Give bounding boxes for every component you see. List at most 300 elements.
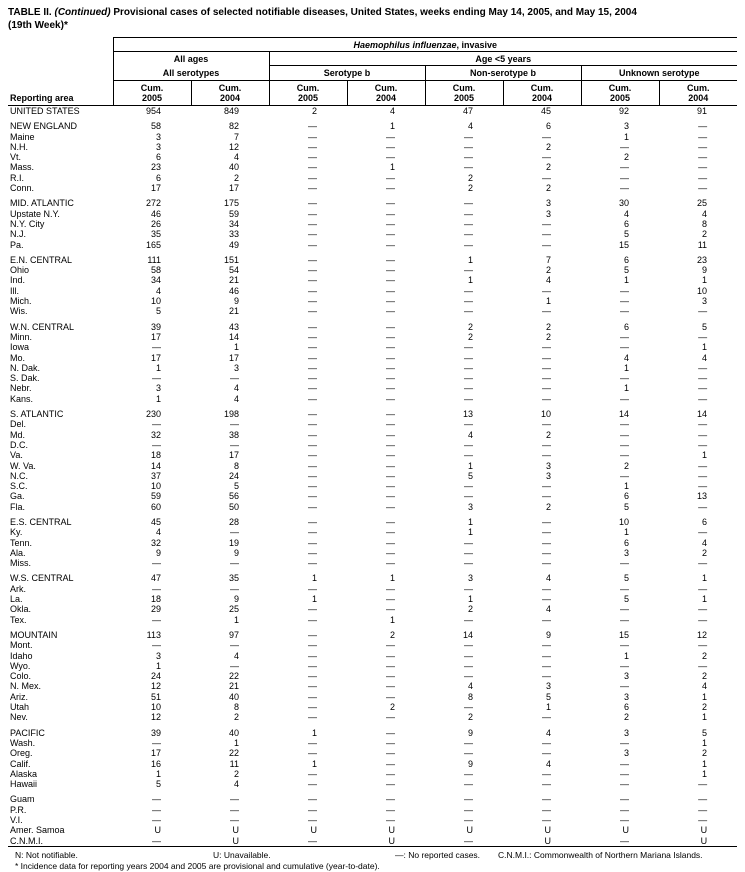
value-cell: 13 [697,491,708,502]
value-cell: — [620,393,629,404]
value-cell: 2 [702,702,708,713]
value-cell: — [308,218,317,229]
table-row [8,461,737,471]
table-row [8,738,737,748]
value-cell: 33 [228,229,239,240]
value-cell: — [620,558,629,569]
table-label: TABLE II. [8,7,52,18]
value-cell: 1 [702,737,708,748]
value-cell: — [464,373,473,384]
value-cell: — [308,321,317,332]
reporting-area-cell: Maine [10,131,35,142]
value-cell: — [698,439,708,450]
value-cell: — [308,671,317,682]
value-cell: — [464,229,473,240]
table-row [8,527,737,537]
value-cell: — [386,239,395,250]
value-cell: 1 [389,614,395,625]
value-cell: — [464,198,473,209]
disease-name: Haemophilus influenzae [353,39,457,50]
table-row [8,769,737,779]
value-cell: 58 [150,121,161,132]
value-cell: — [308,296,317,307]
value-cell: — [308,429,317,440]
value-cell: — [308,198,317,209]
value-cell: — [542,306,551,317]
value-cell: 17 [228,450,239,461]
table-row [8,568,737,583]
value-cell: — [308,481,317,492]
value-cell: — [620,660,629,671]
reporting-area-cell: Del. [10,419,27,430]
table-row [8,604,737,614]
value-cell: — [542,547,551,558]
table-row [8,712,737,722]
value-cell: 12 [150,712,161,723]
value-cell: 35 [228,573,239,584]
value-cell: — [308,183,317,194]
value-cell: — [542,373,551,384]
value-cell: 2 [623,152,629,163]
value-cell: 14 [462,629,473,640]
reporting-area-cell: Amer. Samoa [10,825,65,836]
table-row [8,383,737,393]
value-cell: 51 [150,691,161,702]
serotype-header-row [8,66,737,81]
table-row [8,342,737,352]
reporting-area-cell: Miss. [10,558,31,569]
value-cell: 9 [467,727,473,738]
reporting-area-cell: MID. ATLANTIC [10,198,74,209]
reporting-area-cell: Fla. [10,501,26,512]
value-cell: — [464,218,473,229]
value-cell: 18 [150,450,161,461]
value-cell: 17 [150,183,161,194]
value-cell: 1 [389,573,395,584]
value-cell: — [386,429,395,440]
value-cell: 6 [623,702,629,713]
value-cell: — [698,481,708,492]
value-cell: — [464,450,473,461]
value-cell: — [386,583,395,594]
value-cell: 40 [228,162,239,173]
cum-year-header [269,81,347,106]
value-cell: — [386,547,395,558]
value-cell: — [308,362,317,373]
value-cell: — [308,702,317,713]
age-group-header-row [8,52,737,66]
year-label: 2005 [297,93,319,103]
value-cell: 8 [233,702,239,713]
value-cell: 1 [702,573,708,584]
value-cell: 4 [623,208,629,219]
value-cell: — [308,131,317,142]
value-cell: 2 [545,162,551,173]
value-cell: — [464,419,473,430]
value-cell: 9 [702,265,708,276]
value-cell: — [386,779,395,790]
table-body [8,106,737,847]
value-cell: 54 [228,265,239,276]
value-cell: 17 [150,352,161,363]
reporting-area-cell: Oreg. [10,748,33,759]
reporting-area-cell: S. Dak. [10,373,40,384]
value-cell: — [698,614,708,625]
cum-label: Cum. [530,83,554,93]
table-row [8,132,737,142]
value-cell: — [542,660,551,671]
value-cell: — [386,604,395,615]
value-cell: — [464,141,473,152]
value-cell: 10 [540,409,551,420]
value-cell: 12 [150,681,161,692]
table-row [8,584,737,594]
value-cell: — [386,727,395,738]
value-cell: — [542,804,551,815]
table-row [8,440,737,450]
value-cell: — [620,604,629,615]
value-cell: 1 [311,727,317,738]
value-cell: 34 [228,218,239,229]
value-cell: 14 [150,460,161,471]
value-cell: — [464,640,473,651]
value-cell: — [464,779,473,790]
value-cell: 2 [545,141,551,152]
table-row [8,779,737,789]
value-cell: — [464,748,473,759]
value-cell: 165 [145,239,161,250]
value-cell: — [620,306,629,317]
value-cell: — [620,141,629,152]
value-cell: 2 [545,183,551,194]
table-row [8,162,737,172]
cum-year-header [425,81,503,106]
reporting-area-cell: Ind. [10,275,26,286]
value-cell: — [308,275,317,286]
value-cell: — [620,737,629,748]
value-cell: 34 [150,275,161,286]
value-cell: 5 [623,573,629,584]
cum-label: Cum. [140,83,164,93]
value-cell: 3 [623,671,629,682]
value-cell: 4 [702,681,708,692]
value-cell: — [542,516,551,527]
table-row [8,286,737,296]
value-cell: — [698,583,708,594]
cum-year-header [347,81,425,106]
value-cell: — [230,794,239,805]
value-cell: — [386,481,395,492]
value-cell: U [388,835,395,846]
value-cell: 8 [467,691,473,702]
value-cell: 1 [623,481,629,492]
reporting-area-cell: Wash. [10,737,36,748]
reporting-area-cell: Upstate N.Y. [10,208,60,219]
value-cell: — [386,183,395,194]
value-cell: — [386,218,395,229]
table-row [8,789,737,804]
table-row [8,240,737,250]
value-cell: 2 [702,671,708,682]
table-row [8,404,737,419]
value-cell: — [230,419,239,430]
reporting-area-cell: Md. [10,429,26,440]
value-cell: 14 [228,331,239,342]
value-cell: — [698,393,708,404]
value-cell: — [698,183,708,194]
value-cell: — [386,815,395,825]
value-cell: — [698,660,708,671]
value-cell: — [308,491,317,502]
value-cell: 1 [623,383,629,394]
value-cell: — [308,419,317,430]
value-cell: 5 [702,727,708,738]
reporting-area-cell: E.N. CENTRAL [10,254,73,265]
value-cell: — [542,362,551,373]
value-cell: — [386,331,395,342]
title-week: (19th Week)* [8,19,68,31]
reporting-area-cell: Colo. [10,671,32,682]
value-cell: — [308,527,317,538]
reporting-area-cell: Wis. [10,306,28,317]
value-cell: — [152,373,161,384]
reporting-area-cell: Tex. [10,614,27,625]
reporting-area-cell: C.N.M.I. [10,835,43,846]
value-cell: 26 [150,218,161,229]
value-cell: 17 [228,352,239,363]
value-cell: 4 [233,383,239,394]
disease-suffix: , invasive [456,39,498,50]
reporting-area-cell: S.C. [10,481,28,492]
value-cell: — [308,629,317,640]
value-cell: — [698,383,708,394]
value-cell: — [698,419,708,430]
table-row [8,661,737,671]
value-cell: — [386,470,395,481]
reporting-area-cell: Va. [10,450,23,461]
value-cell: 2 [623,460,629,471]
reporting-area-cell: Mass. [10,162,35,173]
value-cell: 10 [150,481,161,492]
value-cell: — [620,815,629,825]
value-cell: — [464,152,473,163]
value-cell: — [542,815,551,825]
value-cell: — [152,614,161,625]
reporting-area-cell: S. ATLANTIC [10,409,64,420]
value-cell: — [464,362,473,373]
value-cell: — [464,702,473,713]
value-cell: 4 [702,208,708,219]
value-cell: 16 [150,758,161,769]
value-cell: 849 [223,106,239,116]
value-cell: — [308,768,317,779]
value-cell: — [386,758,395,769]
value-cell: — [698,152,708,163]
reporting-area-cell: Ill. [10,285,19,296]
table-row [8,332,737,342]
value-cell: 3 [545,208,551,219]
value-cell: 230 [145,409,161,420]
reporting-area-cell: Ohio [10,265,30,276]
value-cell: — [386,342,395,353]
value-cell: — [386,537,395,548]
value-cell: — [542,779,551,790]
value-cell: — [542,239,551,250]
reporting-area-cell: R.I. [10,172,25,183]
reporting-area-cell: Mont. [10,640,33,651]
table-row [8,640,737,650]
value-cell: 6 [155,152,161,163]
reporting-area-cell: W.N. CENTRAL [10,321,75,332]
table-row [8,836,737,847]
value-cell: 4 [155,285,161,296]
value-cell: — [620,835,629,846]
cum-year-header [659,81,737,106]
table-row [8,815,737,825]
value-cell: 1 [467,594,473,605]
reporting-area-cell: N. Dak. [10,362,41,373]
table-row [8,671,737,681]
value-cell: 2 [467,712,473,723]
value-cell: — [542,583,551,594]
value-cell: — [620,779,629,790]
value-cell: — [152,815,161,825]
value-cell: 3 [623,691,629,702]
value-cell: 39 [150,321,161,332]
value-cell: U [700,825,708,836]
value-cell: — [464,131,473,142]
reporting-area-cell: Wyo. [10,660,31,671]
reporting-area-cell: V.I. [10,815,23,825]
page-title [8,7,737,32]
value-cell: 1 [389,121,395,132]
value-cell: 175 [223,198,239,209]
value-cell: — [542,712,551,723]
value-cell: — [464,804,473,815]
unknown-serotype-header: Unknown serotype [581,66,737,81]
value-cell: — [386,460,395,471]
value-cell: 15 [618,239,629,250]
value-cell: — [464,393,473,404]
cum-year-header [113,81,191,106]
value-cell: — [542,491,551,502]
value-cell: — [308,712,317,723]
cum-label: Cum. [687,83,710,93]
cum-year-header [191,81,269,106]
table-row [8,152,737,162]
value-cell: — [464,794,473,805]
value-cell: 1 [389,162,395,173]
table-row [8,692,737,702]
value-cell: 1 [623,131,629,142]
value-cell: — [152,342,161,353]
value-cell: — [308,306,317,317]
value-cell: — [698,815,708,825]
value-cell: 82 [228,121,239,132]
value-cell: 8 [702,218,708,229]
value-cell: — [386,558,395,569]
value-cell: — [308,342,317,353]
table-row [8,450,737,460]
value-cell: 11 [697,239,708,250]
value-cell: — [308,450,317,461]
reporting-area-cell: UNITED STATES [10,106,80,116]
value-cell: — [620,614,629,625]
table-row [8,430,737,440]
value-cell: 3 [623,727,629,738]
value-cell: — [620,172,629,183]
value-cell: 4 [545,604,551,615]
table-row [8,394,737,404]
value-cell: — [386,516,395,527]
value-cell: 25 [697,198,708,209]
value-cell: — [308,265,317,276]
all-ages-header: All ages [173,53,209,64]
value-cell: 10 [697,285,708,296]
value-cell: — [308,650,317,661]
table-row [8,296,737,306]
value-cell: — [308,640,317,651]
reporting-area-cell: Tenn. [10,537,33,548]
value-cell: 2 [702,547,708,558]
footnote-item: N: Not notifiable. [15,849,78,860]
value-cell: 1 [702,275,708,286]
value-cell: — [698,141,708,152]
reporting-area-cell: E.S. CENTRAL [10,516,72,527]
value-cell: 1 [623,527,629,538]
value-cell: 4 [545,758,551,769]
value-cell: 3 [155,650,161,661]
value-cell: 2 [389,629,395,640]
value-cell: — [308,460,317,471]
reporting-area-cell: Idaho [10,650,33,661]
value-cell: 21 [228,275,239,286]
value-cell: 40 [228,691,239,702]
value-cell: — [620,296,629,307]
table-row [8,825,737,835]
value-cell: — [620,419,629,430]
value-cell: U [544,835,551,846]
value-cell: 1 [702,712,708,723]
year-label: 2005 [141,93,163,103]
value-cell: 97 [228,629,239,640]
table-row [8,594,737,604]
table-row [8,363,737,373]
value-cell: — [542,342,551,353]
value-cell: — [464,285,473,296]
value-cell: U [622,825,629,836]
value-cell: 45 [540,106,551,116]
value-cell: — [386,306,395,317]
value-cell: — [386,794,395,805]
value-cell: — [152,583,161,594]
value-cell: 2 [467,321,473,332]
value-cell: — [386,296,395,307]
value-cell: 4 [233,393,239,404]
value-cell: 151 [223,254,239,265]
value-cell: — [386,393,395,404]
value-cell: 32 [150,537,161,548]
value-cell: — [386,681,395,692]
value-cell: — [542,558,551,569]
value-cell: 1 [233,737,239,748]
value-cell: 3 [702,296,708,307]
reporting-area-cell: PACIFIC [10,727,45,738]
value-cell: — [464,208,473,219]
value-cell: — [386,265,395,276]
reporting-area-cell: Hawaii [10,779,38,790]
footnote-legend [8,849,737,861]
